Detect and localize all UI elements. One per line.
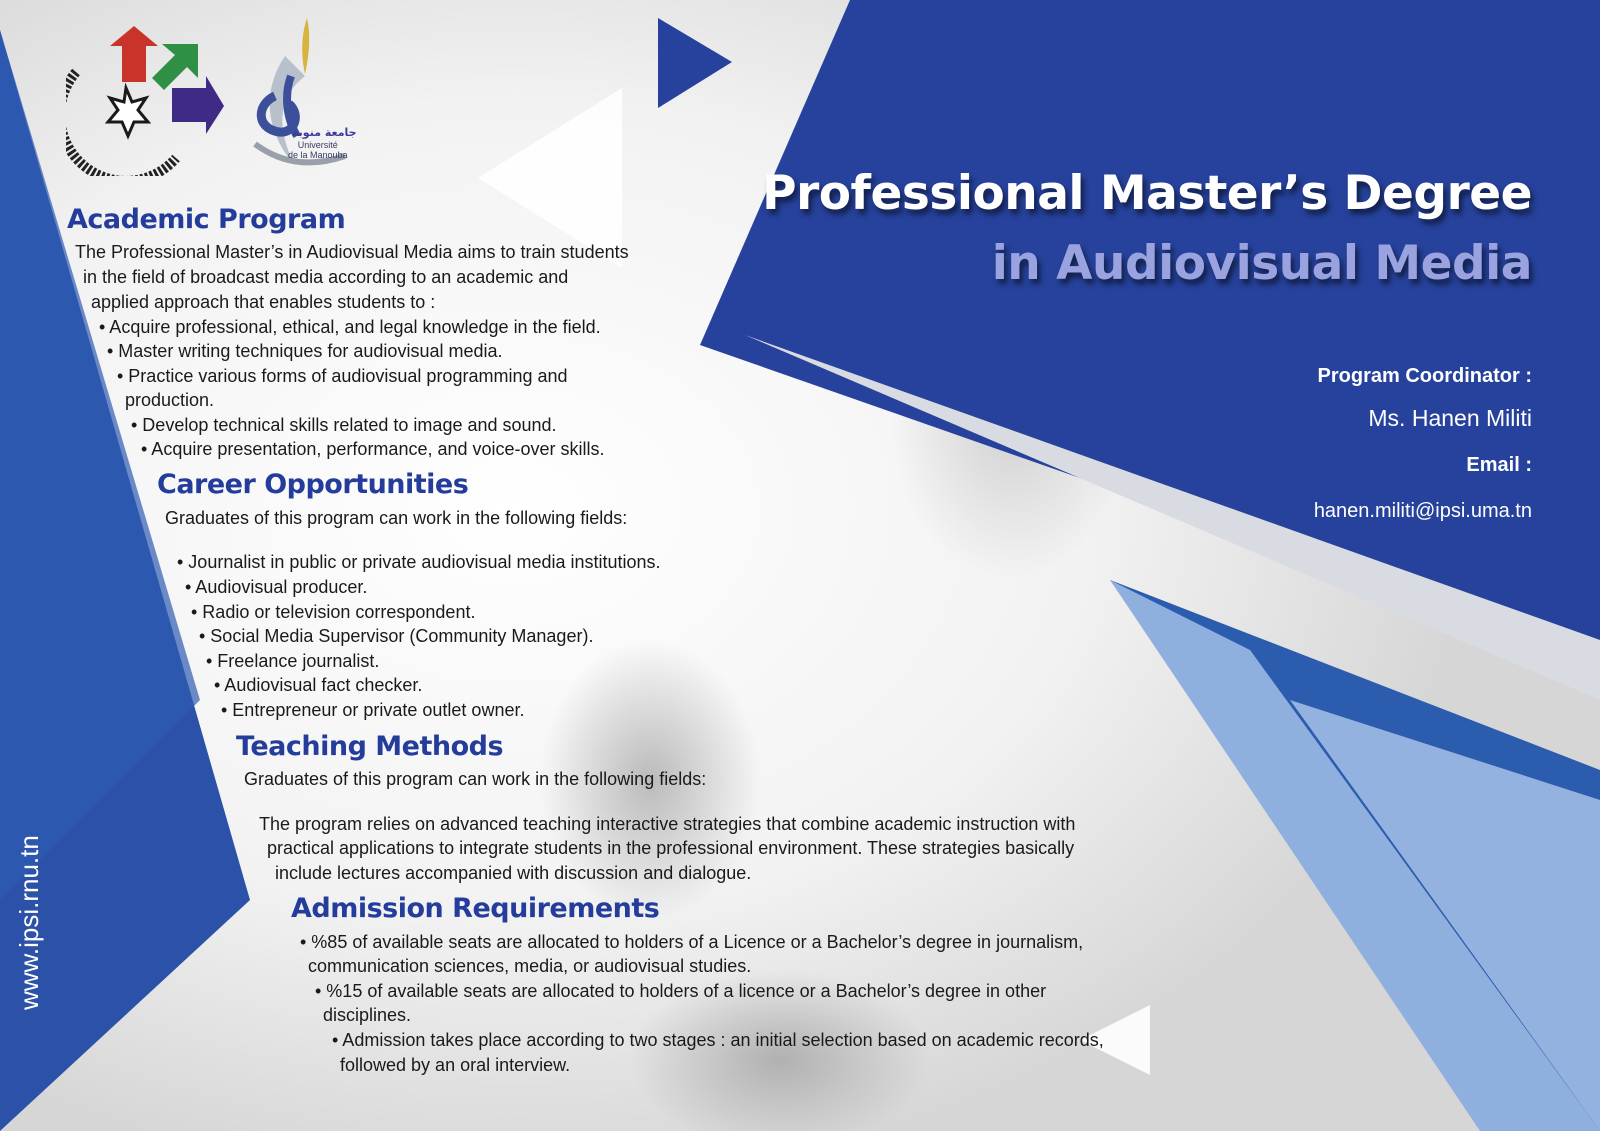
university-name-fr-line1: Université [297,140,338,150]
coordinator-name: Ms. Hanen Militi [1368,405,1532,431]
academic-heading: Academic Program [67,204,346,235]
academic-intro-3: applied approach that enables students to : [91,292,436,312]
career-bullet: • Entrepreneur or private outlet owner. [221,700,525,720]
teaching-intro: Graduates of this program can work in the following fields: [244,769,707,789]
academic-bullet-cont: production. [125,390,215,410]
admission-line: disciplines. [323,1005,412,1025]
admission-line: • %85 of available seats are allocated to holders of a Licence or a Bachelor’s degree in journalism, [300,932,1084,952]
academic-bullet: • Acquire presentation, performance, and voice-over skills. [141,439,605,459]
teaching-heading: Teaching Methods [236,731,504,762]
teaching-para-3: include lectures accompanied with discussion and dialogue. [275,863,752,883]
academic-intro-2: in the field of broadcast media according to an academic and [83,267,569,287]
email-label: Email : [1466,454,1532,476]
career-heading: Career Opportunities [157,469,469,500]
admission-line: • %15 of available seats are allocated to holders of a licence or a Bachelor’s degree in other [315,981,1047,1001]
teaching-para-1: The program relies on advanced teaching interactive strategies that combine academic instruction with [259,814,1076,834]
career-bullet: • Audiovisual producer. [185,577,368,597]
title-line2: in Audiovisual Media [991,236,1532,291]
admission-heading: Admission Requirements [291,893,660,924]
university-name-fr-line2: de la Manouba [288,150,348,160]
career-bullet: • Audiovisual fact checker. [214,675,423,695]
ipsi-logo-icon [66,16,226,176]
title-line1: Professional Master’s Degree [762,166,1532,221]
career-bullet: • Freelance journalist. [206,651,380,671]
email-link[interactable]: hanen.militi@ipsi.uma.tn [1313,500,1532,522]
career-intro: Graduates of this program can work in the following fields: [165,508,628,528]
coordinator-label: Program Coordinator : [1317,365,1532,387]
academic-bullet: • Acquire professional, ethical, and legal knowledge in the field. [99,317,601,337]
academic-bullet: • Practice various forms of audiovisual programming and [117,366,568,386]
university-name-ar: جامعة منوبة [292,126,357,139]
career-bullet: • Journalist in public or private audiovisual media institutions. [177,552,661,572]
admission-line: communication sciences, media, or audiovisual studies. [308,956,752,976]
career-bullet: • Radio or television correspondent. [191,602,476,622]
admission-line: • Admission takes place according to two stages : an initial selection based on academic records, [332,1030,1104,1050]
admission-line: followed by an oral interview. [340,1055,571,1075]
academic-bullet: • Master writing techniques for audiovisual media. [107,341,503,361]
university-name-fr [288,140,348,160]
academic-bullet: • Develop technical skills related to image and sound. [131,415,557,435]
website-link[interactable]: www.ipsi.rnu.tn [14,835,44,1010]
academic-intro-1: The Professional Master’s in Audiovisual Media aims to train students [75,242,629,262]
teaching-para-2: practical applications to integrate students in the professional environment. These strategies basically [267,838,1075,858]
career-bullet: • Social Media Supervisor (Community Manager). [199,626,594,646]
